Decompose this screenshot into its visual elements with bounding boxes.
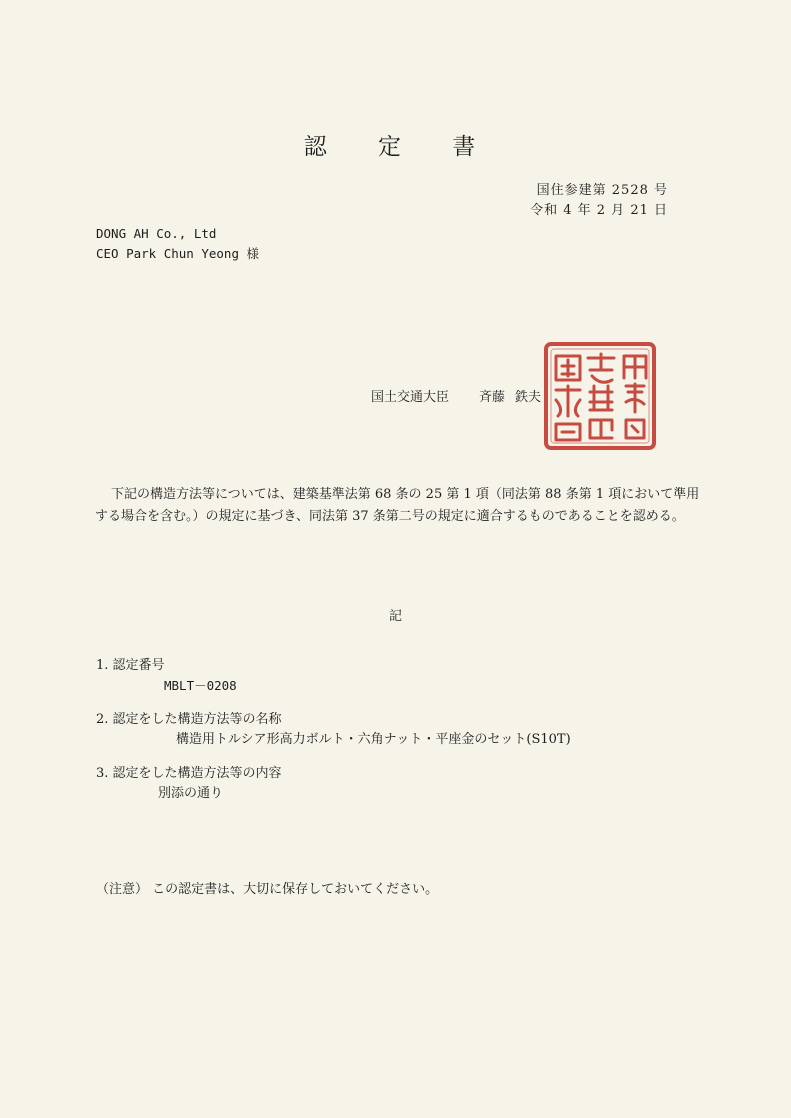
issuer-line [371, 386, 541, 405]
item-heading: 3. 認定をした構造方法等の内容 [96, 766, 282, 781]
document-title: 認 定 書 [303, 134, 498, 160]
item-method-content [96, 764, 282, 804]
document-reference [430, 181, 668, 221]
item-heading: 2. 認定をした構造方法等の名称 [96, 712, 282, 727]
document-number: 国住参建第 2528 号 [536, 183, 668, 198]
item-method-name [96, 710, 571, 750]
item-value: 構造用トルシア形高力ボルト・六角ナット・平座金のセット(S10T) [176, 732, 571, 747]
certification-statement-text: 下記の構造方法等については、建築基準法第 68 条の 25 第 1 項（同法第 88 条第 1 項において準用する場合を含む。）の規定に基づき、同法第 37 条第二号の規定に適合するものであることを認める。 [95, 487, 700, 524]
certification-statement [95, 484, 705, 528]
issuer-family-name: 斉藤 [479, 390, 506, 405]
recipient-company: DONG AH Co., Ltd [96, 226, 217, 241]
ki-heading: 記 [388, 609, 402, 624]
preservation-note: （注意） この認定書は、大切に保存しておいてください。 [96, 882, 439, 897]
issuer-position: 国土交通大臣 [371, 390, 450, 405]
item-certification-number [96, 656, 237, 696]
item-value: 別添の通り [158, 786, 224, 801]
item-value: MBLT－0208 [164, 678, 237, 693]
issuer-given-name: 鉄夫 [515, 390, 542, 405]
recipient-person: CEO Park Chun Yeong 様 [96, 246, 260, 261]
item-heading: 1. 認定番号 [96, 658, 165, 673]
document-date: 令和 4 年 2 月 21 日 [530, 203, 668, 218]
official-seal-stamp [542, 340, 658, 452]
recipient-block [96, 224, 259, 264]
